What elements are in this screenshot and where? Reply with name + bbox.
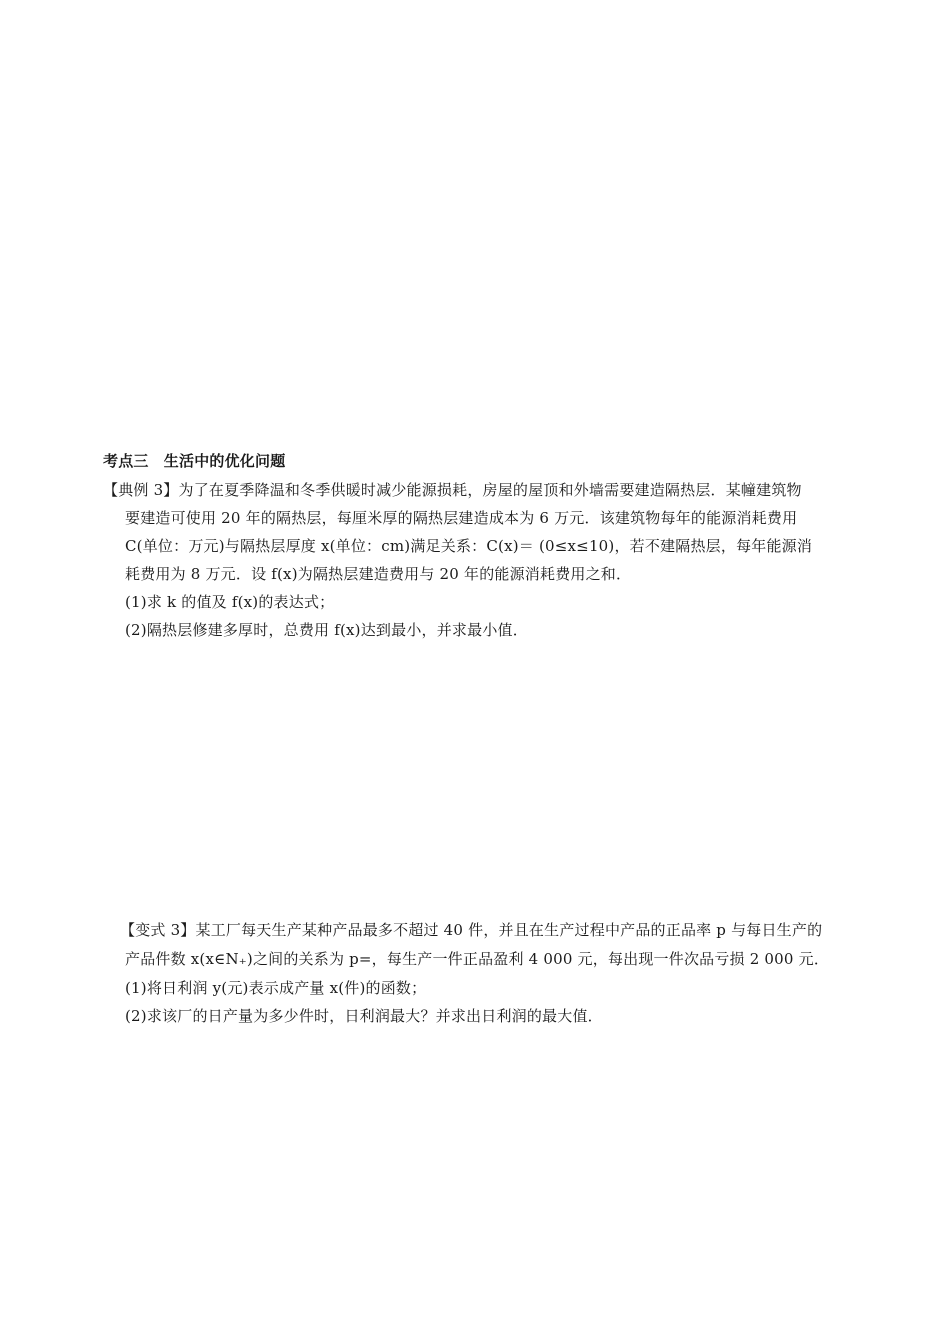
section-heading: 考点三 生活中的优化问题 — [103, 452, 286, 470]
example-3-line-3: C(单位：万元)与隔热层厚度 x(单位：cm)满足关系：C(x)＝ (0≤x≤10)，若不建隔热层，每年能源消 — [125, 537, 813, 555]
variant-3-question-1: (1)将日利润 y(元)表示成产量 x(件)的函数； — [125, 979, 427, 997]
example-3-question-1: (1)求 k 的值及 f(x)的表达式； — [125, 593, 335, 611]
example-3-line-1: 【典例 3】为了在夏季降温和冬季供暖时减少能源损耗，房屋的屋顶和外墙需要建造隔热层．某幢建筑物 — [103, 481, 802, 499]
example-3-line-2: 要建造可使用 20 年的隔热层，每厘米厚的隔热层建造成本为 6 万元．该建筑物每年的能源消耗费用 — [125, 509, 798, 527]
variant-3-line-2: 产品件数 x(x∈N₊)之间的关系为 p=，每生产一件正品盈利 4 000 元，每出现一件次品亏损 2 000 元． — [125, 950, 830, 968]
variant-3-question-2: (2)求该厂的日产量为多少件时，日利润最大？并求出日利润的最大值． — [125, 1007, 603, 1025]
variant-3-line-1: 【变式 3】某工厂每天生产某种产品最多不超过 40 件，并且在生产过程中产品的正品率 p 与每日生产的 — [120, 921, 823, 939]
example-3-question-2: (2)隔热层修建多厚时，总费用 f(x)达到最小，并求最小值． — [125, 621, 528, 639]
example-3-line-4: 耗费用为 8 万元．设 f(x)为隔热层建造费用与 20 年的能源消耗费用之和． — [125, 565, 632, 583]
